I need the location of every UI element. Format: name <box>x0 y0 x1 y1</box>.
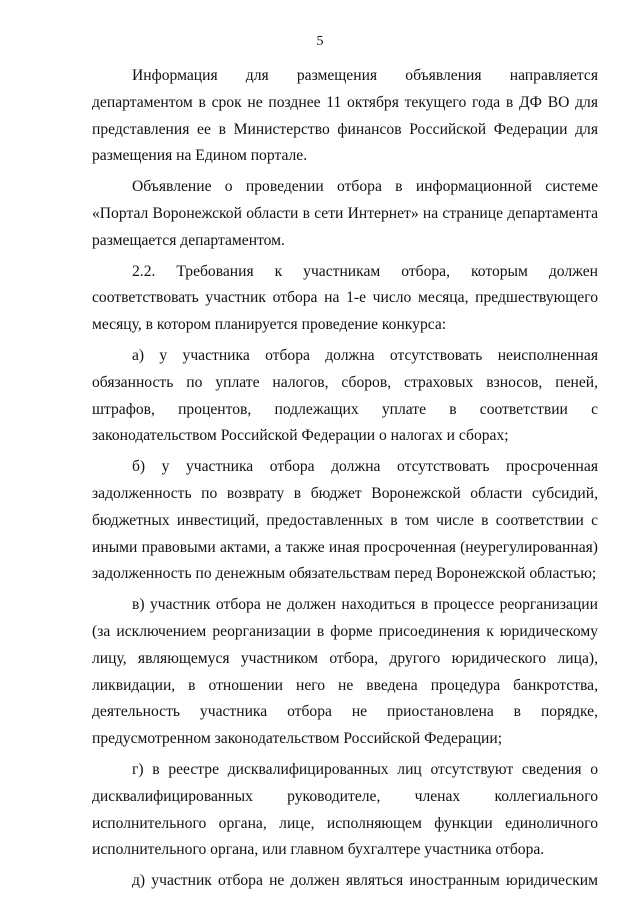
paragraph-requirement-a: а) у участника отбора должна отсутствовать неисполненная обязанность по уплате налогов, сборов, страховых взносов, пеней, штрафов, процентов, подлежащих уплате в соответствии с законодательством Российской Федерации о налогах и сборах; <box>92 346 598 445</box>
paragraph-requirement-v: в) участник отбора не должен находиться в процессе реорганизации (за исключением реорганизации в форме присоединения к юридическому лицу, являющемуся участником отбора, другого юридического лица), ликвидации, в отношении него не введена процедура банкротства, деятельность участника отбора не приостановлена в порядке, предусмотренном законодательством Российской Федерации; <box>92 596 598 748</box>
paragraph-info-placement: Информация для размещения объявления направляется департаментом в срок не позднее 11 октября текущего года в ДФ ВО для представления ее в Министерство финансов Российской Федерации для размещения на Едином портале. <box>92 67 598 165</box>
paragraph-announcement: Объявление о проведении отбора в информационной системе «Портал Воронежской области в сети Интернет» на странице департамента размещается департаментом. <box>92 178 598 249</box>
document-body <box>92 63 598 895</box>
paragraph-requirement-d: д) участник отбора не должен являться иностранным юридическим <box>132 872 598 890</box>
page-number: 5 <box>316 34 324 49</box>
paragraph-requirements-intro: 2.2. Требования к участникам отбора, которым должен соответствовать участник отбора на 1-е число месяца, предшествующего месяцу, в котором планируется проведение конкурса: <box>92 262 598 334</box>
paragraph-requirement-b: б) у участника отбора должна отсутствовать просроченная задолженность по возврату в бюджет Воронежской области субсидий, бюджетных инвестиций, предоставленных в том числе в соответствии с иными правовыми актами, а также иная просроченная (неурегулированная) задолженность по денежным обязательствам перед Воронежской областью; <box>92 458 598 583</box>
paragraph-requirement-g: г) в реестре дисквалифицированных лиц отсутствуют сведения о дисквалифицированных руководителе, членах коллегиального исполнительного органа, лице, исполняющем функции единоличного исполнительного органа, или главном бухгалтере участника отбора. <box>92 760 598 859</box>
